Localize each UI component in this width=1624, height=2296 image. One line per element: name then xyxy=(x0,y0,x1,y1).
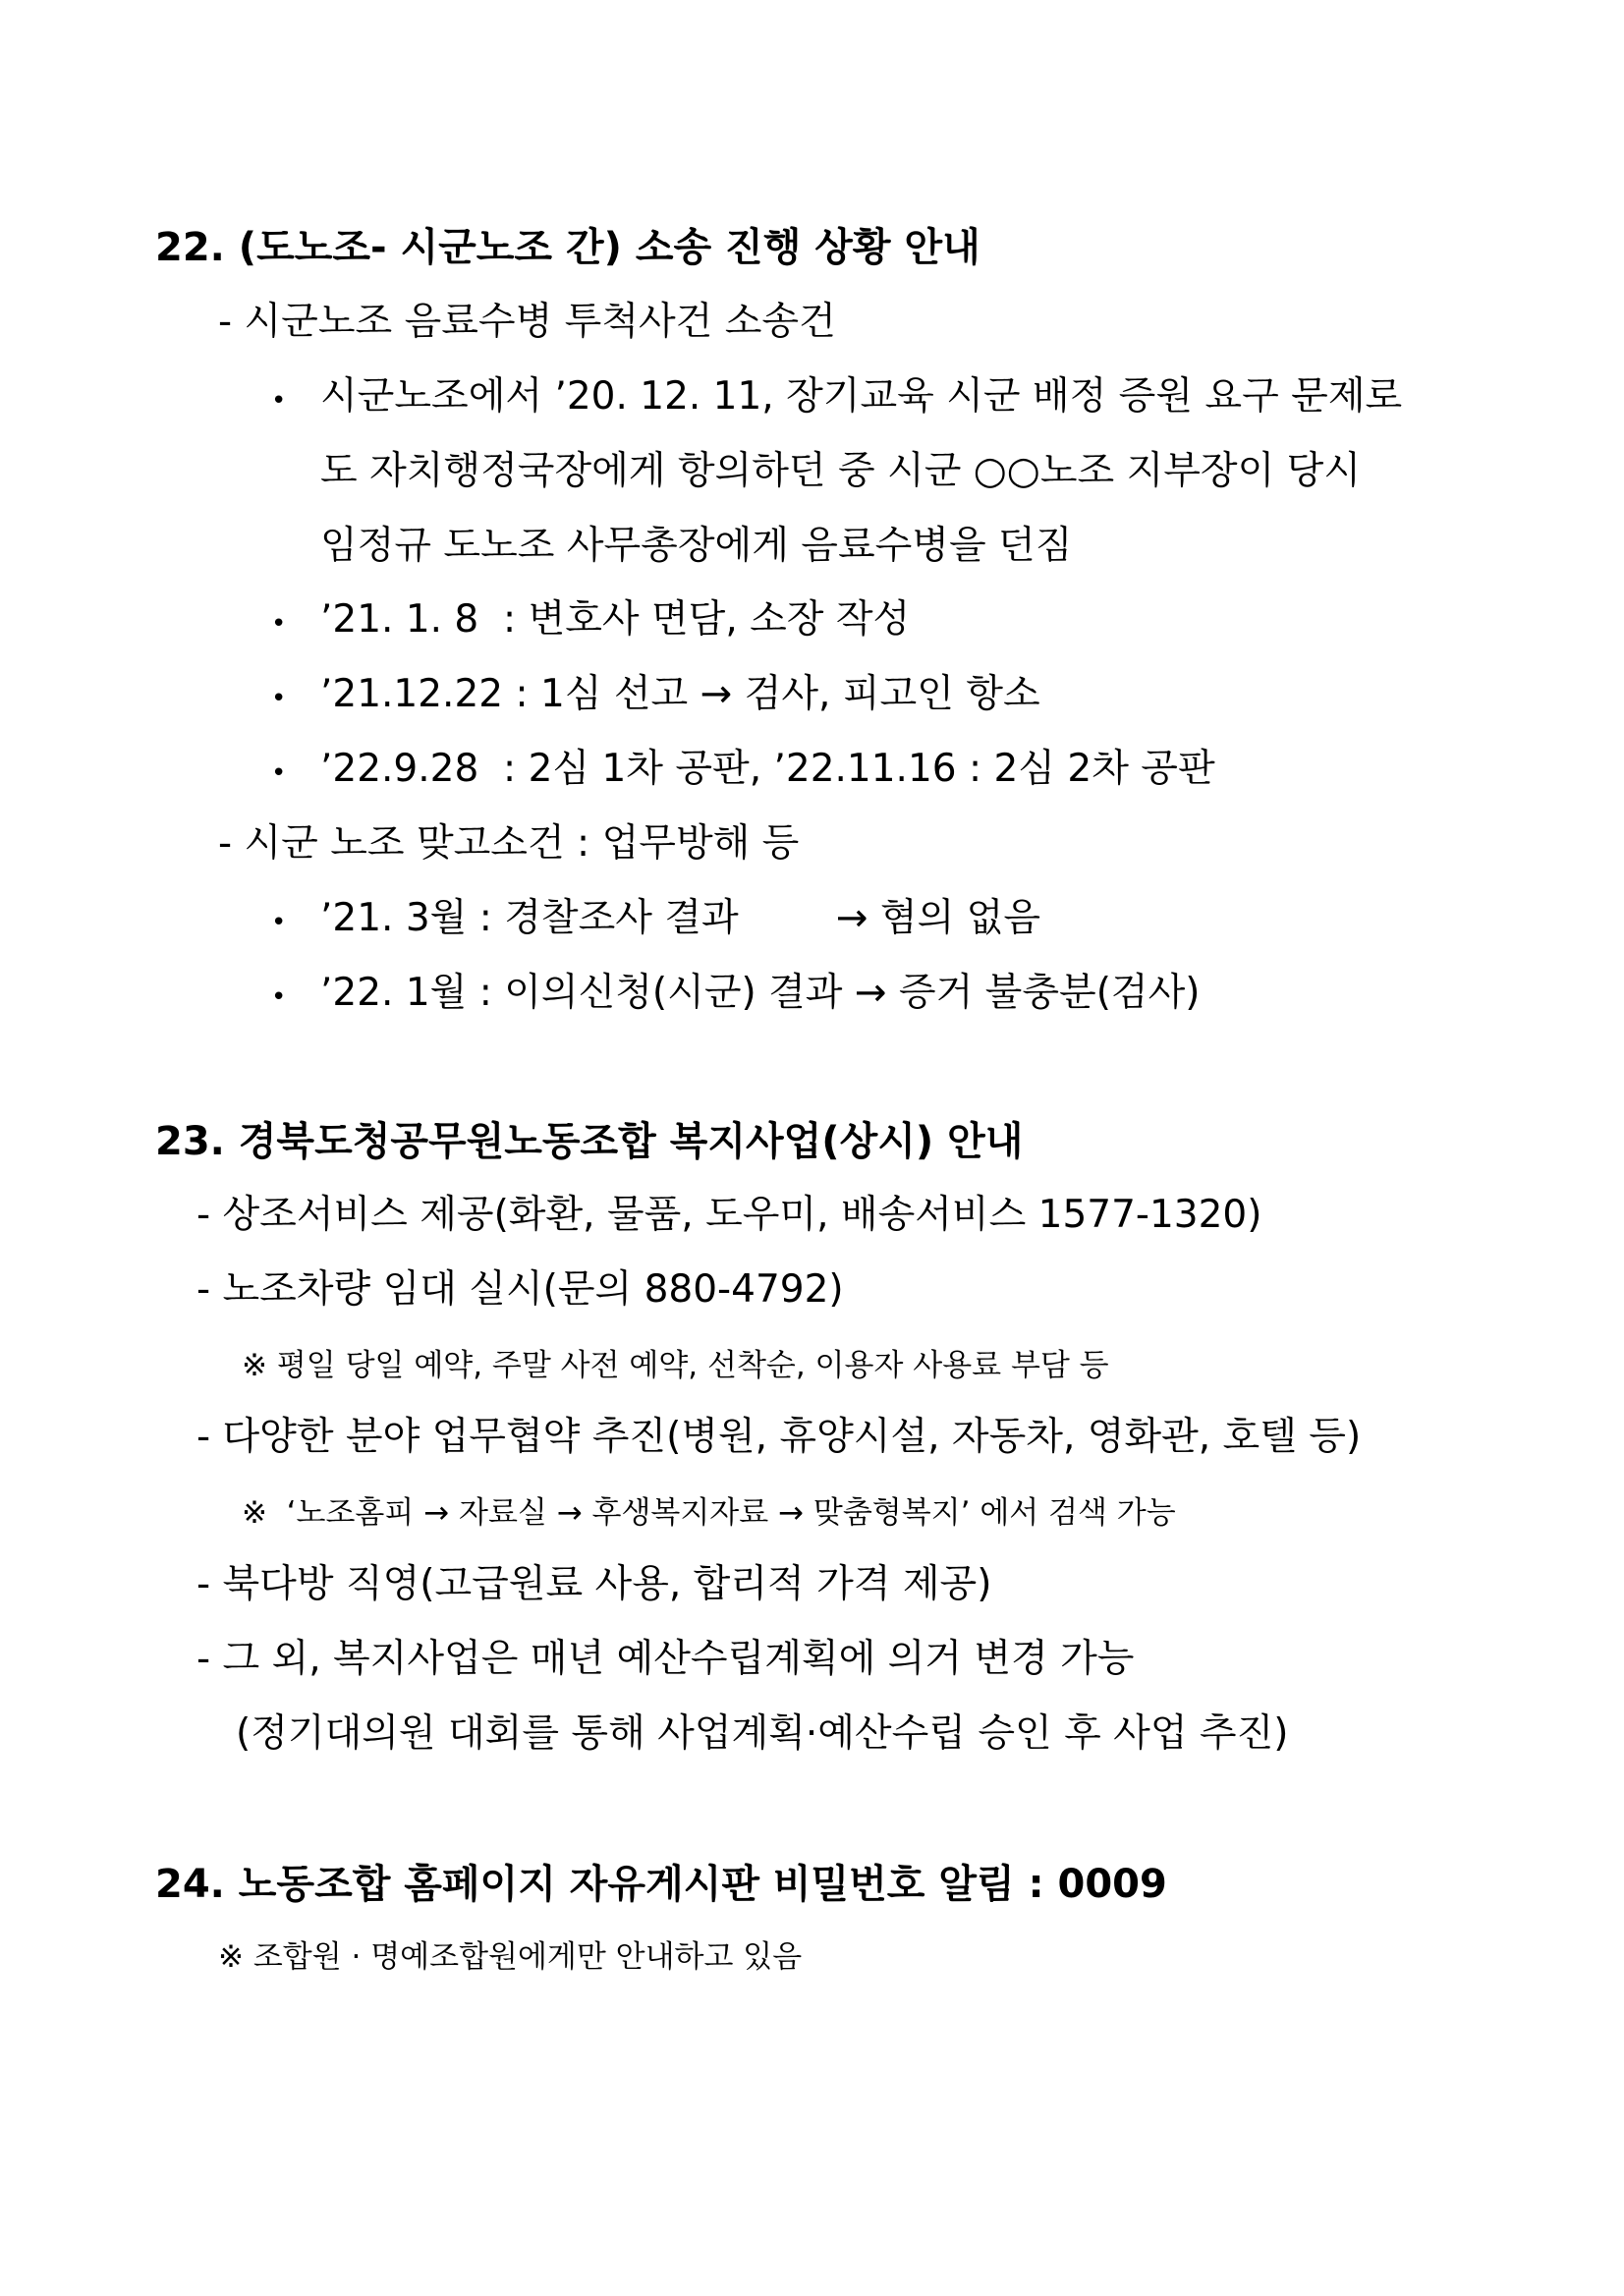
section-24-heading: 24. 노동조합 홈페이지 자유게시판 비밀번호 알림 : 0009 xyxy=(155,1862,1167,1907)
welfare-item-funeral-service: - 상조서비스 제공(화환, 물품, 도우미, 배송서비스 1577-1320) xyxy=(196,1193,1262,1237)
case1-paragraph-line1: 시군노조에서 ’20. 12. 11, 장기교육 시군 배정 증원 요구 문제로 xyxy=(320,374,1403,419)
welfare-item-other-continued: (정기대의원 대회를 통해 사업계획·예산수립 승인 후 사업 추진) xyxy=(236,1711,1289,1756)
case1-paragraph-line2: 도 자치행정국장에게 항의하던 중 시군 ○○노조 지부장이 당시 xyxy=(320,449,1362,493)
case1-event-2021-01: ’21. 1. 8 : 변호사 면담, 소장 작성 xyxy=(320,597,911,642)
section-23-heading: 23. 경북도청공무원노동조합 복지사업(상시) 안내 xyxy=(155,1119,1024,1164)
welfare-item-other: - 그 외, 복지사업은 매년 예산수립계획에 의거 변경 가능 xyxy=(196,1637,1135,1681)
section-22-heading: 22. (도노조- 시군노조 간) 소송 진행 상황 안내 xyxy=(155,225,980,270)
case1-paragraph-line3: 임정규 도노조 사무총장에게 음료수병을 던짐 xyxy=(320,524,1073,568)
case2-event-2021-03: ’21. 3월 : 경찰조사 결과 → 혐의 없음 xyxy=(320,896,1041,940)
welfare-item-vehicle-rental: - 노조차량 임대 실시(문의 880-4792) xyxy=(196,1267,844,1312)
case1-event-2021-12: ’21.12.22 : 1심 선고 → 검사, 피고인 항소 xyxy=(320,672,1040,716)
case2-event-2022-01: ’22. 1월 : 이의신청(시군) 결과 → 증거 불충분(검사) xyxy=(320,971,1201,1015)
bullet-icon: • xyxy=(271,386,287,416)
bullet-icon: • xyxy=(271,758,287,788)
bullet-icon: • xyxy=(271,908,287,937)
welfare-item-partnerships: - 다양한 분야 업무협약 추진(병원, 휴양시설, 자동차, 영화관, 호텔 등) xyxy=(196,1415,1362,1459)
case2-title: - 시군 노조 맞고소건 : 업무방해 등 xyxy=(218,821,800,866)
bullet-icon: • xyxy=(271,982,287,1012)
vehicle-rental-note: ※ 평일 당일 예약, 주말 사전 예약, 선착순, 이용자 사용료 부담 등 xyxy=(242,1348,1109,1383)
case1-event-2022: ’22.9.28 : 2심 1차 공판, ’22.11.16 : 2심 2차 공판 xyxy=(320,747,1215,791)
welfare-item-book-cafe: - 북다방 직영(고급원료 사용, 합리적 가격 제공) xyxy=(196,1562,992,1606)
partnerships-note: ※ ‘노조홈피 → 자료실 → 후생복지자료 → 맞춤형복지’ 에서 검색 가능 xyxy=(242,1495,1176,1531)
case1-title: - 시군노조 음료수병 투척사건 소송건 xyxy=(218,300,836,344)
bullet-icon: • xyxy=(271,684,287,713)
password-note: ※ 조합원 · 명예조합원에게만 안내하고 있음 xyxy=(218,1939,803,1975)
bullet-icon: • xyxy=(271,609,287,639)
